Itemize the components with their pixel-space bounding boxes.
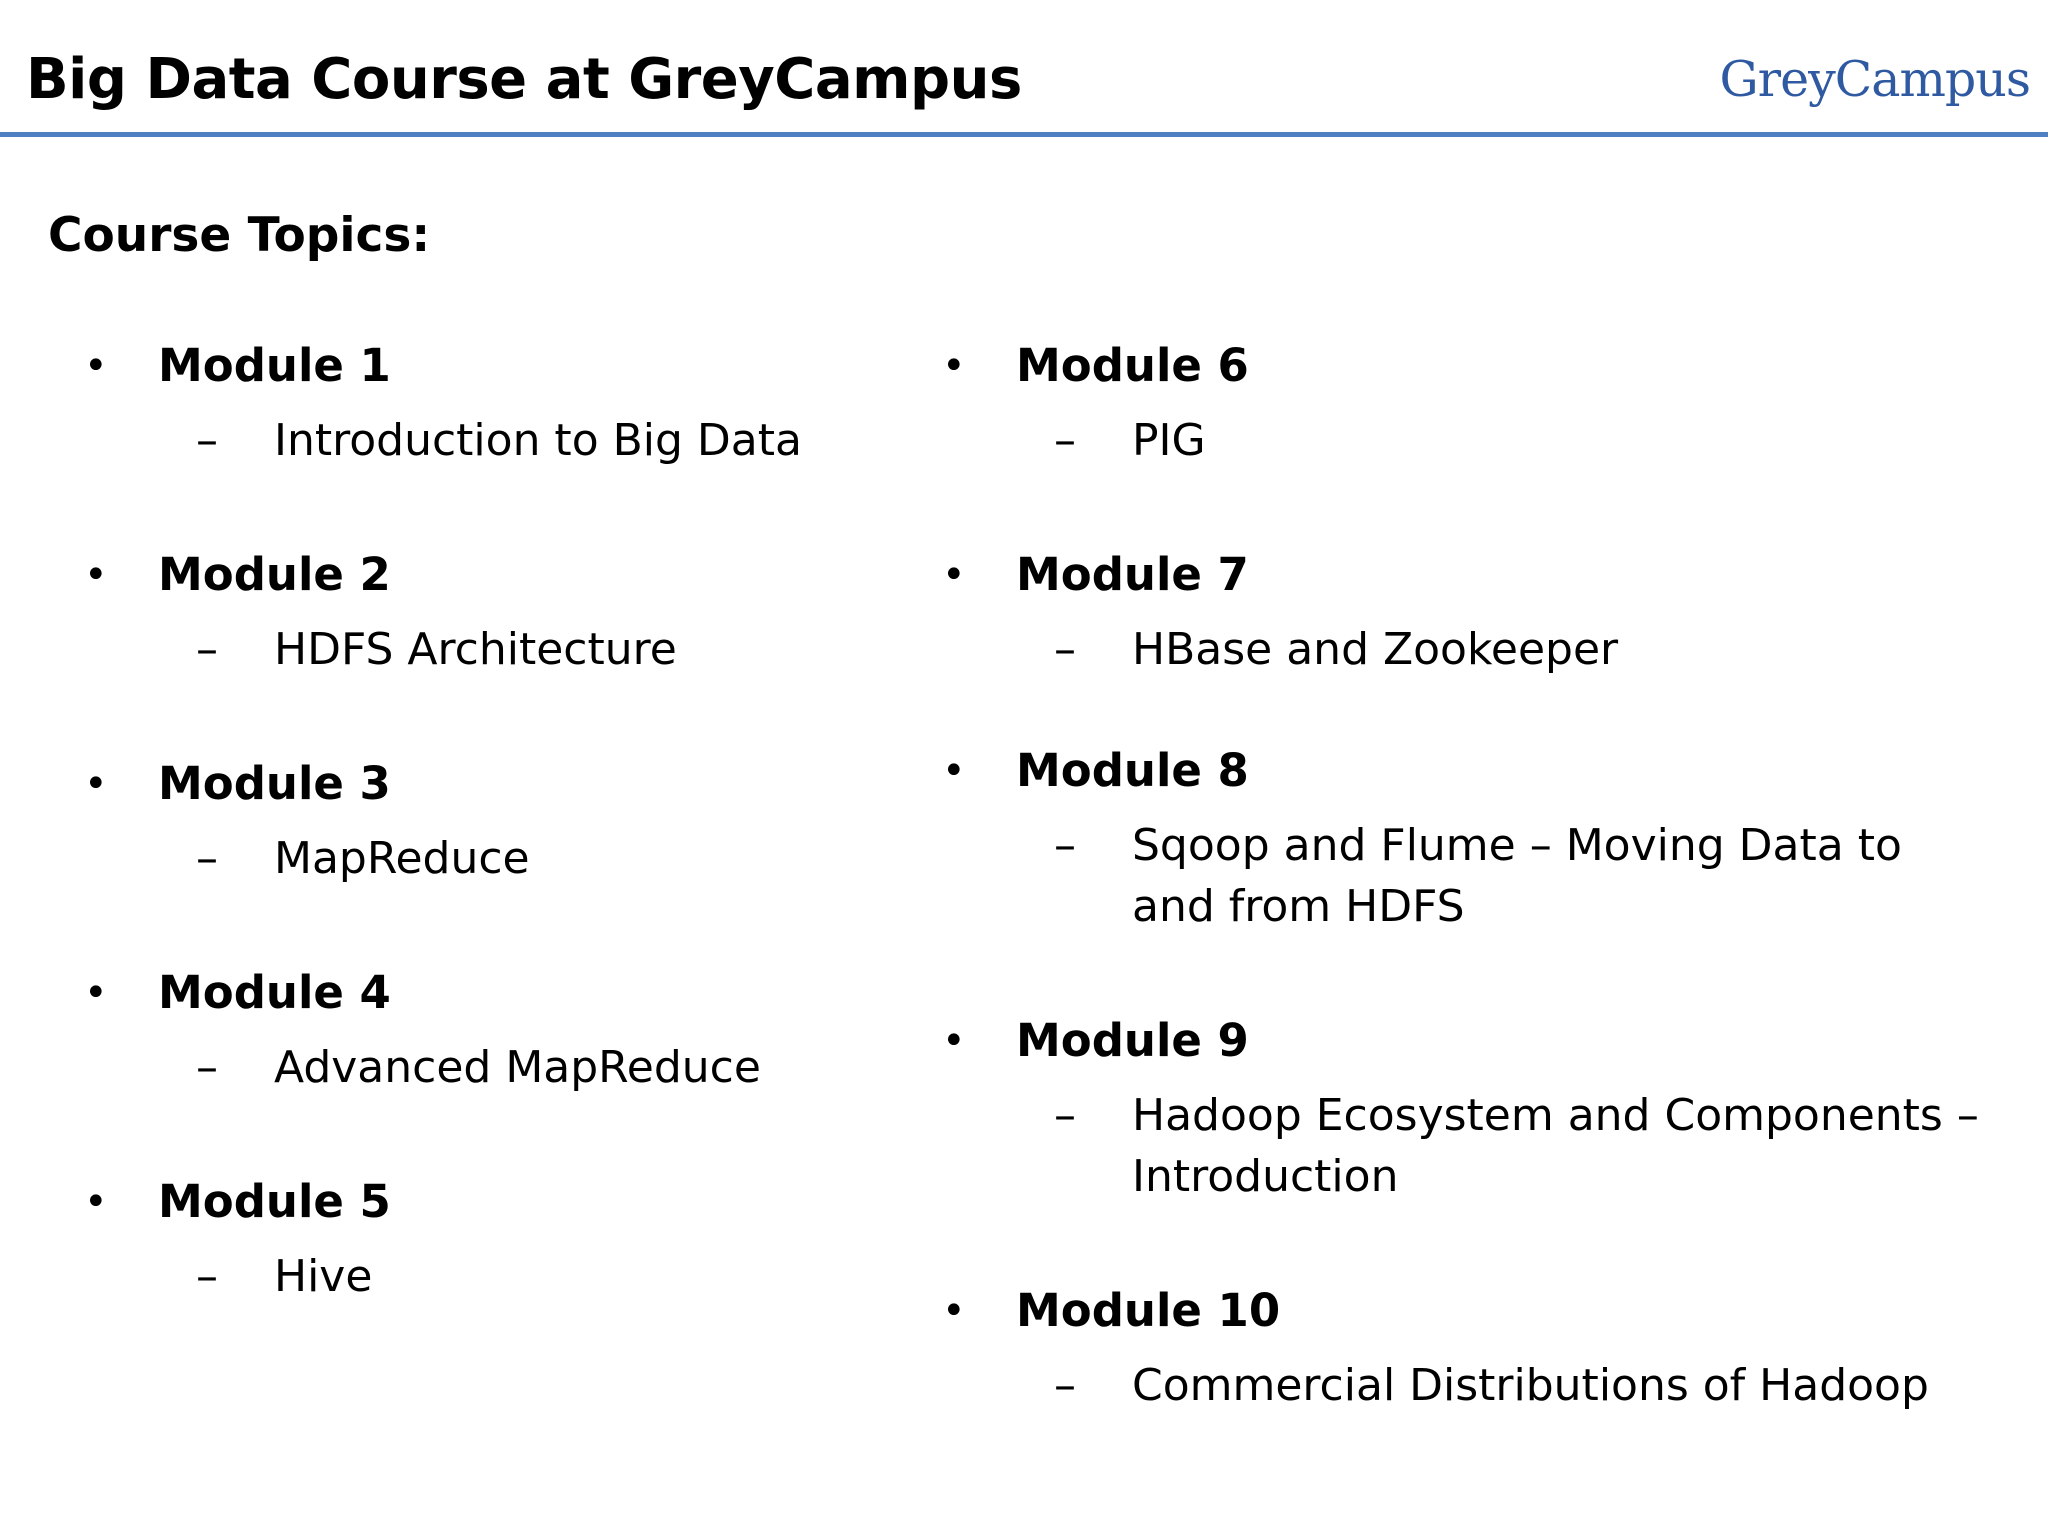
greycampus-logo: GreyCampus xyxy=(1719,51,2030,108)
dash-icon: – xyxy=(196,624,218,675)
module-item-9 xyxy=(942,1011,1982,1207)
module-label: Module 8 xyxy=(1016,744,1249,797)
slide-title: Big Data Course at GreyCampus xyxy=(26,47,1022,112)
module-label: Module 4 xyxy=(158,966,391,1019)
module-topic: Advanced MapReduce xyxy=(274,1042,761,1093)
module-item-10 xyxy=(942,1281,1982,1416)
slide-header xyxy=(0,0,2048,134)
section-heading: Course Topics: xyxy=(48,208,431,263)
module-topic: Commercial Distributions of Hadoop xyxy=(1132,1360,1929,1411)
module-topic: Hive xyxy=(274,1251,373,1302)
module-label: Module 6 xyxy=(1016,339,1249,392)
header-divider xyxy=(0,132,2048,137)
dash-icon: – xyxy=(196,1251,218,1302)
module-topic: HDFS Architecture xyxy=(274,624,677,675)
bullet-icon: • xyxy=(942,343,966,389)
module-label: Module 1 xyxy=(158,339,391,392)
dash-icon: – xyxy=(196,1042,218,1093)
module-topic: PIG xyxy=(1132,415,1206,466)
dash-icon: – xyxy=(1054,415,1076,466)
module-item-6 xyxy=(942,336,1982,471)
bullet-icon: • xyxy=(84,970,108,1016)
bullet-icon: • xyxy=(942,748,966,794)
dash-icon: – xyxy=(1054,624,1076,675)
bullet-icon: • xyxy=(84,552,108,598)
module-topic: Hadoop Ecosystem and Components – Introduction xyxy=(1132,1090,1979,1202)
module-label: Module 7 xyxy=(1016,548,1249,601)
module-topic: MapReduce xyxy=(274,833,530,884)
dash-icon: – xyxy=(1054,820,1076,871)
bullet-icon: • xyxy=(84,1179,108,1225)
module-label: Module 3 xyxy=(158,757,391,810)
module-label: Module 5 xyxy=(158,1175,391,1228)
dash-icon: – xyxy=(1054,1360,1076,1411)
dash-icon: – xyxy=(1054,1090,1076,1141)
module-item-7 xyxy=(942,545,1982,680)
module-topic: Introduction to Big Data xyxy=(274,415,802,466)
module-label: Module 2 xyxy=(158,548,391,601)
bullet-icon: • xyxy=(84,761,108,807)
dash-icon: – xyxy=(196,833,218,884)
bullet-icon: • xyxy=(942,1018,966,1064)
module-item-8 xyxy=(942,741,1982,937)
bullet-icon: • xyxy=(942,1288,966,1334)
bullet-icon: • xyxy=(942,552,966,598)
dash-icon: – xyxy=(196,415,218,466)
module-label: Module 9 xyxy=(1016,1014,1249,1067)
module-label: Module 10 xyxy=(1016,1284,1281,1337)
module-topic: HBase and Zookeeper xyxy=(1132,624,1619,675)
bullet-icon: • xyxy=(84,343,108,389)
module-topic: Sqoop and Flume – Moving Data to and from HDFS xyxy=(1132,820,1902,932)
